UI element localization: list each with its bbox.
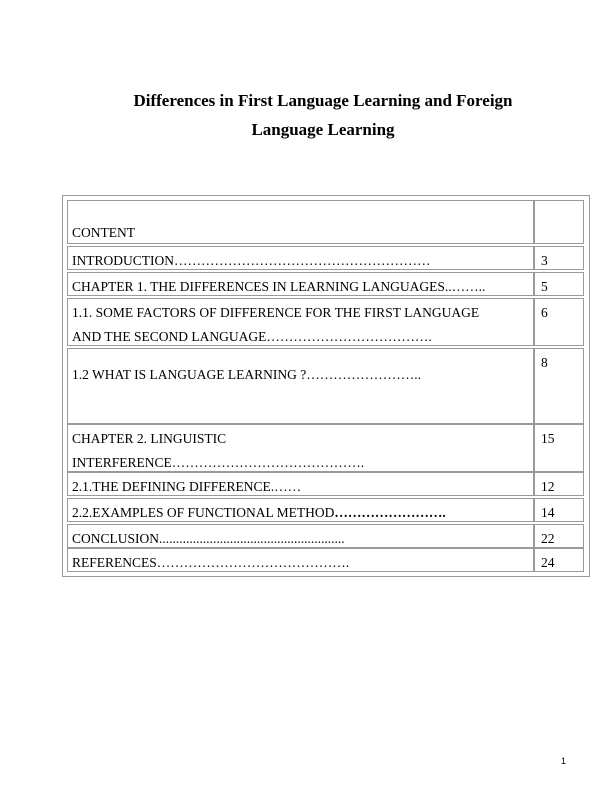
toc-entry-page-number: 3	[541, 253, 548, 268]
toc-entry	[67, 348, 534, 424]
toc-header-page-cell	[534, 200, 584, 244]
toc-entry-page	[534, 548, 584, 572]
toc-entry	[67, 424, 534, 472]
toc-entry-page-number: 15	[541, 431, 555, 446]
toc-entry-text-line-2: INTERFERENCE…………………………………….	[72, 455, 365, 470]
toc-entry-page-number: 22	[541, 531, 555, 546]
toc-entry-page-number: 24	[541, 555, 555, 570]
document-title-line-1: Differences in First Language Learning and Foreign	[133, 91, 513, 110]
toc-entry	[67, 524, 534, 548]
toc-entry-text: 2.2.EXAMPLES OF FUNCTIONAL METHOD	[72, 505, 335, 520]
document-title-line-2: Language Learning	[251, 120, 395, 139]
toc-entry-page-number: 8	[541, 355, 548, 370]
toc-entry-text: 1.2 WHAT IS LANGUAGE LEARNING ?……………………..	[72, 367, 421, 382]
toc-entry	[67, 272, 534, 296]
toc-entry-page-number: 6	[541, 305, 548, 320]
toc-entry-page	[534, 246, 584, 270]
toc-entry	[67, 246, 534, 270]
toc-entry-dots: …………………….	[334, 505, 446, 520]
toc-entry-page	[534, 424, 584, 472]
toc-header-cell	[67, 200, 534, 244]
toc-entry	[67, 472, 534, 496]
toc-entry-text: REFERENCES…………………………………….	[72, 555, 350, 570]
page-number: 1	[560, 756, 566, 766]
toc-entry-text-line-2: AND THE SECOND LANGUAGE……………………………….	[72, 329, 432, 344]
toc-entry-page	[534, 298, 584, 346]
table-of-contents	[62, 195, 590, 577]
toc-entry-page	[534, 472, 584, 496]
toc-entry-text: 2.1.THE DEFINING DIFFERENCE.……	[72, 479, 302, 494]
toc-entry-page-number: 14	[541, 505, 555, 520]
toc-entry-page-number: 5	[541, 279, 548, 294]
toc-entry-text-line-1: CHAPTER 2. LINGUISTIC	[72, 431, 227, 446]
toc-entry-text: INTRODUCTION…………………………………………………	[72, 253, 431, 268]
toc-entry	[67, 548, 534, 572]
toc-entry	[67, 498, 534, 522]
toc-entry-text-line-1: 1.1. SOME FACTORS OF DIFFERENCE FOR THE FIRST LANGUAGE	[72, 305, 480, 320]
toc-entry-page	[534, 272, 584, 296]
toc-entry-page	[534, 498, 584, 522]
toc-entry-page-number: 12	[541, 479, 555, 494]
toc-entry	[67, 298, 534, 346]
toc-entry-page	[534, 524, 584, 548]
toc-entry-text: CHAPTER 1. THE DIFFERENCES IN LEARNING LANGUAGES..……..	[72, 279, 486, 294]
toc-header: CONTENT	[72, 225, 135, 240]
toc-entry-text: CONCLUSION.......................................................	[72, 531, 345, 546]
toc-entry-page	[534, 348, 584, 424]
